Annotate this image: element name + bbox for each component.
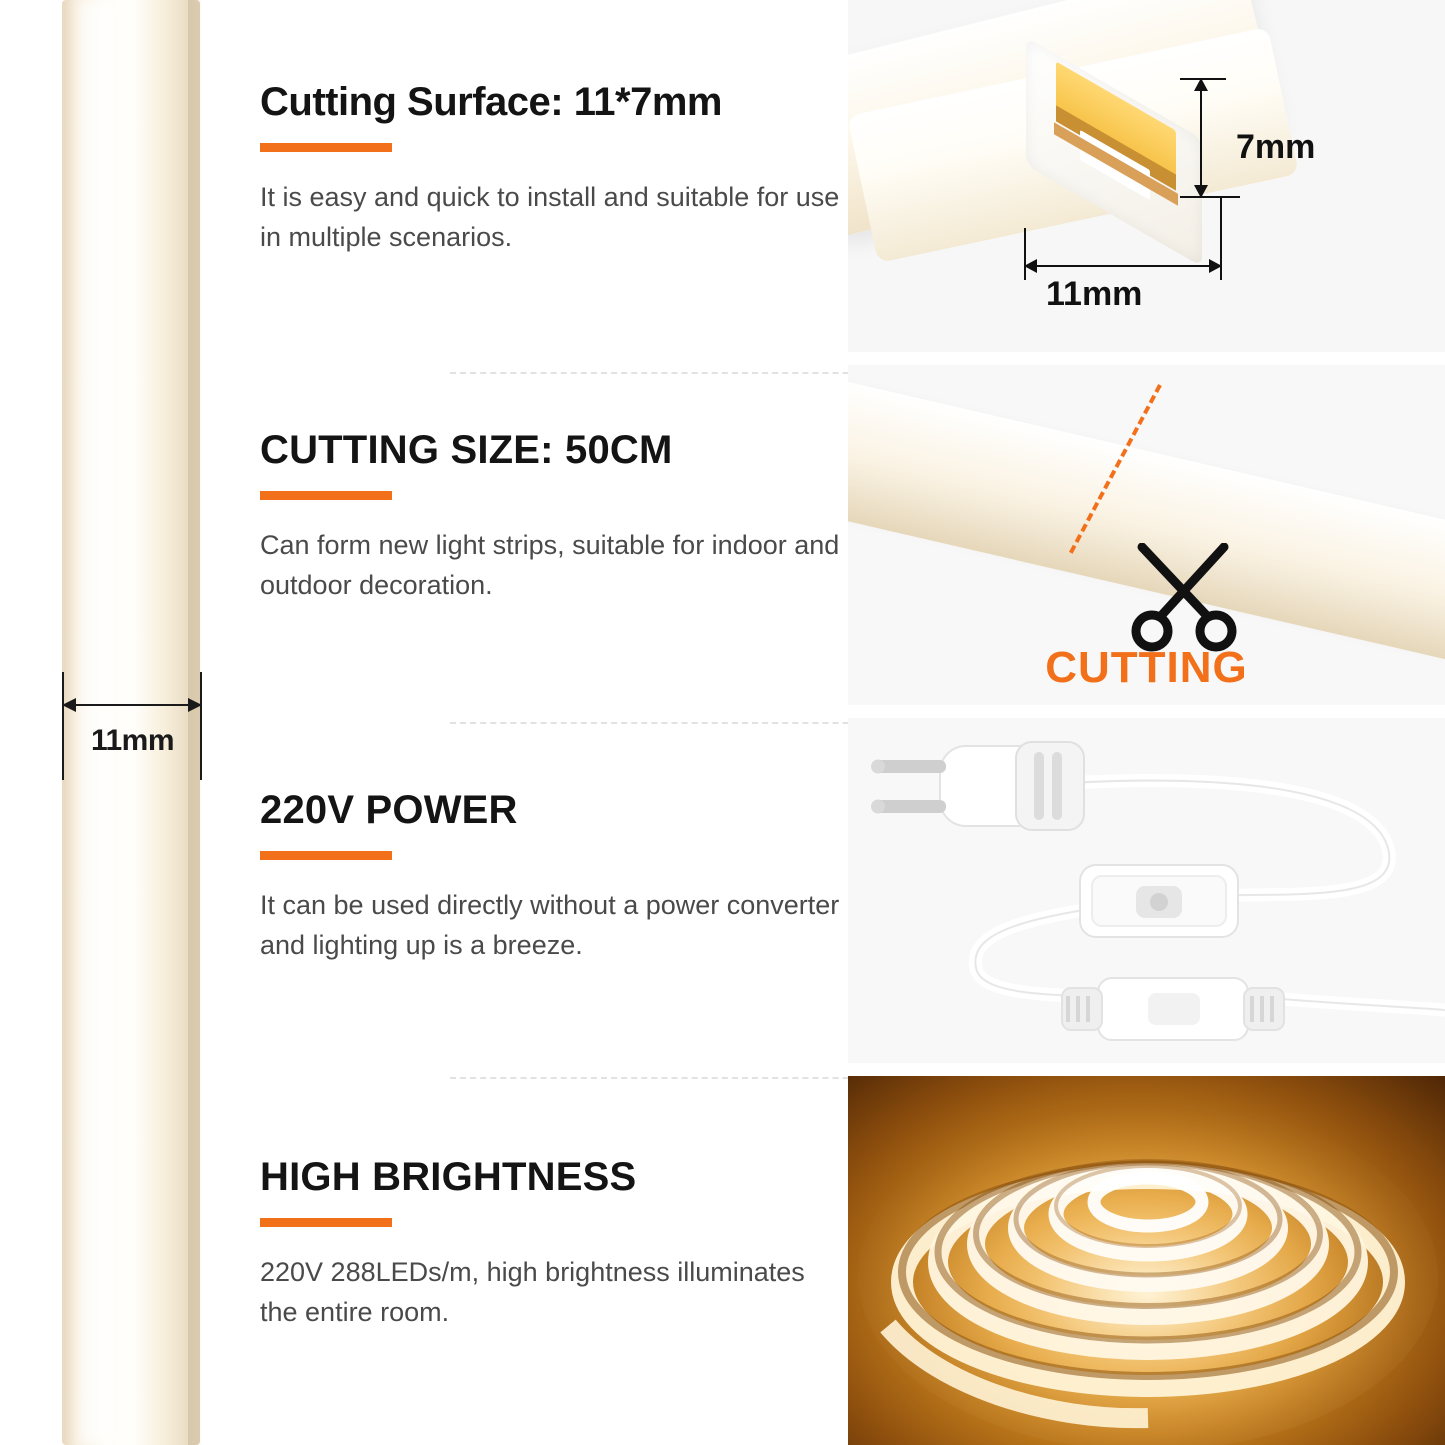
accent-rule: [260, 491, 392, 500]
accent-rule: [260, 143, 392, 152]
dimension-line: [62, 704, 202, 706]
arrow-down-icon: [1194, 185, 1208, 198]
height-label: 7mm: [1236, 128, 1316, 166]
feature-title: 220V POWER: [260, 788, 518, 832]
feature-cutting-size: [260, 428, 840, 606]
feature-220v-power: [260, 788, 840, 966]
feature-body: Can form new light strips, suitable for indoor and outdoor decoration.: [260, 529, 840, 600]
feature-body: It is easy and quick to install and suitable for use in multiple scenarios.: [260, 181, 840, 252]
width-label: 11mm: [1046, 275, 1143, 313]
feature-body: 220V 288LEDs/m, high brightness illuminates the entire room.: [260, 1256, 805, 1327]
strip-width-dimension: [55, 672, 207, 782]
arrow-left-icon: [62, 698, 76, 712]
features-column: [222, 0, 842, 1445]
arrow-right-icon: [1209, 259, 1222, 273]
strip-width-label: 11mm: [90, 724, 175, 757]
product-strip-column: [0, 0, 210, 1445]
panel-cutting: [848, 365, 1445, 705]
panel-cutting-surface: [848, 0, 1445, 352]
panel-power-cord: [848, 718, 1445, 1063]
arrow-up-icon: [1194, 78, 1208, 91]
eu-power-plug-with-switch-icon: [848, 718, 1445, 1063]
panel-high-brightness: [848, 1076, 1445, 1445]
feature-body: It can be used directly without a power converter and lighting up is a breeze.: [260, 889, 840, 960]
scissors-icon: [1124, 543, 1244, 653]
accent-rule: [260, 1218, 392, 1227]
coiled-lit-led-strip-icon: [848, 1076, 1445, 1445]
dimension-cap-bottom: [1180, 196, 1240, 198]
arrow-right-icon: [188, 698, 202, 712]
cutting-caption: CUTTING: [1045, 643, 1248, 692]
feature-title: HIGH BRIGHTNESS: [260, 1155, 637, 1199]
accent-rule: [260, 851, 392, 860]
feature-high-brightness: [260, 1155, 840, 1333]
arrow-left-icon: [1024, 259, 1037, 273]
width-dimension-line: [1024, 265, 1222, 267]
feature-title: Cutting Surface: 11*7mm: [260, 80, 722, 124]
feature-cutting-surface: [260, 80, 840, 258]
height-dimension-line: [1200, 78, 1202, 198]
feature-title: CUTTING SIZE: 50CM: [260, 428, 673, 472]
images-column: [848, 0, 1445, 1445]
